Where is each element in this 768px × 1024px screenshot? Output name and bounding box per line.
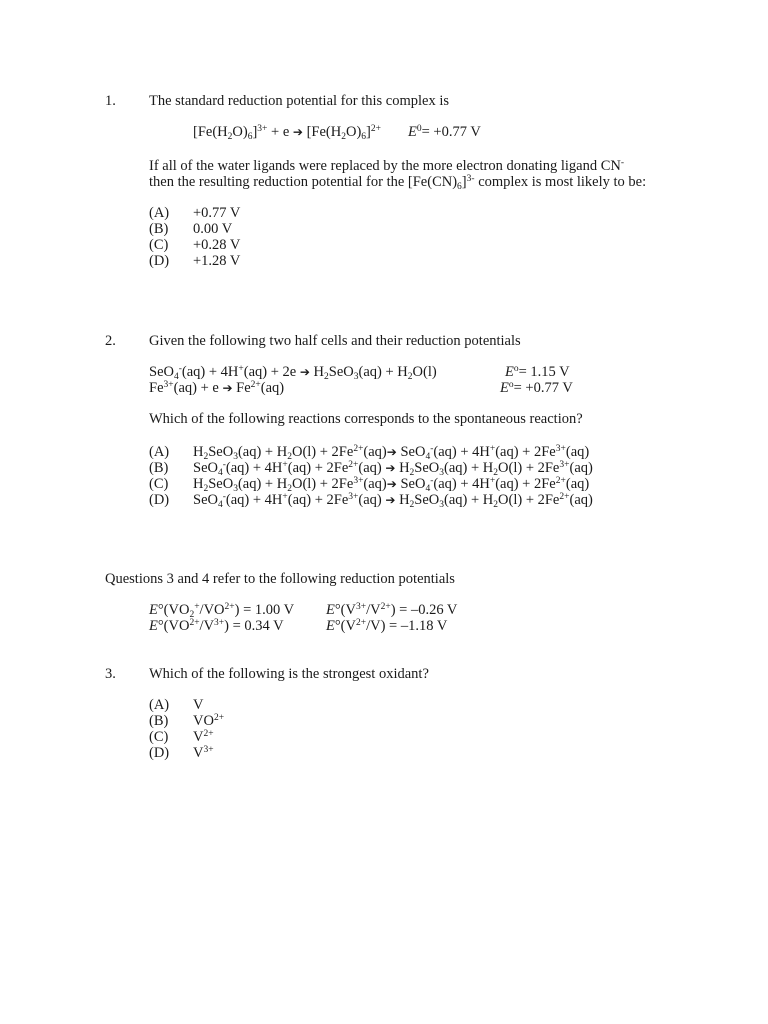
option-label: (D) xyxy=(149,745,170,761)
question-number: 1. xyxy=(105,93,116,109)
option-value: $V^{2+}$ xyxy=(193,729,214,745)
reaction-equation: $[Fe(H_2O)_6]^{3+} + e$ ➔ $[Fe(H_2O)_6]^{2+}$ xyxy=(193,124,381,142)
option-label: (B) xyxy=(149,713,169,729)
option-value: $H_2SeO_3(aq) + H_2O(l)$ + $2Fe^{2+}(aq)➔$ $SeO_4^-(aq) + 4H^+(aq) + 2Fe^{3+}(aq)$ xyxy=(193,444,590,462)
option-value: $SeO_4^-(aq) + 4H^+(aq) + 2Fe^{2+}(aq)$ ➔ $H_2SeO_3(aq) + H_2O(l) + 2Fe^{3+}(aq)$ xyxy=(193,460,593,478)
half-reaction-2-potential: $E^o= +0.77$ V xyxy=(500,380,573,396)
option-label: (B) xyxy=(149,460,169,476)
option-label: (C) xyxy=(149,476,169,492)
section-intro: Questions 3 and 4 refer to the following reduction potentials xyxy=(105,571,455,587)
option-value: 0.00 V xyxy=(193,221,233,237)
option-value: +1.28 V xyxy=(193,253,241,269)
standard-potential: $E^0= +0.77$ V xyxy=(408,124,481,140)
option-label: (C) xyxy=(149,237,169,253)
question-number: 3. xyxy=(105,666,116,682)
reduction-potential: $E^\circ(VO^{2+}/V^{3+}) = 0.34$ V xyxy=(149,618,284,634)
option-value: +0.28 V xyxy=(193,237,241,253)
option-value: $H_2SeO_3(aq) + H_2O(l)$ + $2Fe^{3+}(aq)➔$ $SeO_4^-(aq) + 4H^+(aq) + 2Fe^{2+}(aq)$ xyxy=(193,476,590,494)
half-reaction-2: $Fe^{3+}(aq) + e$ ➔ $Fe^{2+}(aq)$ xyxy=(149,380,285,396)
reduction-potential: $E^\circ(V^{2+}/V) = -1.18$ V xyxy=(326,618,448,634)
reduction-potential: $E^\circ(V^{3+}/V^{2+}) = -0.26$ V xyxy=(326,602,458,618)
option-value: $SeO_4^-(aq) + 4H^+(aq) + 2Fe^{3+}(aq)$ ➔ $H_2SeO_3(aq) + H_2O(l) + 2Fe^{2+}(aq)$ xyxy=(193,492,593,510)
half-reaction-1-potential: $E^o= 1.15$ V xyxy=(505,364,570,380)
option-label: (B) xyxy=(149,221,169,237)
half-reaction-1: SeO$_4$-(aq) + 4H+(aq) + 2e ➔ $H_2SeO_3(aq) + H_2O(l)$ xyxy=(149,364,437,382)
option-label: (D) xyxy=(149,253,170,269)
question-prompt: Given the following two half cells and their reduction potentials xyxy=(149,333,521,349)
option-value: +0.77 V xyxy=(193,205,241,221)
option-value: $V^{3+}$ xyxy=(193,745,214,761)
option-label: (A) xyxy=(149,444,170,460)
option-label: (C) xyxy=(149,729,169,745)
option-label: (D) xyxy=(149,492,170,508)
option-value: V xyxy=(193,697,204,713)
question-text: Which of the following reactions corresponds to the spontaneous reaction? xyxy=(149,411,583,427)
reduction-potential: $E^\circ(VO_2^+/VO^{2+}) = 1.00$ V xyxy=(149,602,295,620)
question-number: 2. xyxy=(105,333,116,349)
option-label: (A) xyxy=(149,697,170,713)
option-label: (A) xyxy=(149,205,170,221)
option-value: $VO^{2+}$ xyxy=(193,713,225,729)
question-body-line: then the resulting reduction potential for the $[Fe(CN)_6]^{3-}$ complex is most likely to be: xyxy=(149,174,647,192)
question-prompt: Which of the following is the strongest oxidant? xyxy=(149,666,429,682)
question-body-line: If all of the water ligands were replaced by the more electron donating ligand CN- xyxy=(149,158,625,174)
question-prompt: The standard reduction potential for this complex is xyxy=(149,93,449,109)
